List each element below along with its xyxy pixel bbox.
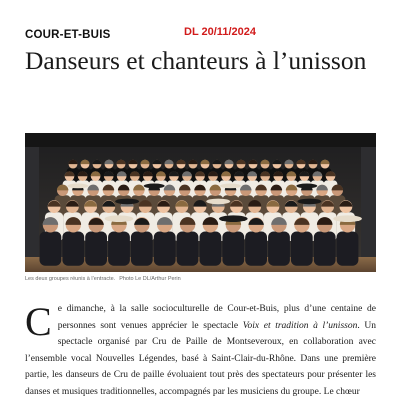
- person-hat: [296, 184, 317, 189]
- person-body: [154, 232, 176, 266]
- person-body: [245, 232, 267, 266]
- person-body: [268, 232, 290, 266]
- person-hat: [144, 184, 165, 189]
- person-body: [131, 232, 153, 266]
- show-title: Voix et tradition à l’unisson: [242, 320, 358, 331]
- caption-text: Les deux groupes réunis à l’entracte.: [25, 276, 116, 282]
- person-hat: [115, 199, 139, 205]
- person-body: [85, 232, 107, 266]
- date-stamp: DL 20/11/2024: [184, 26, 256, 38]
- person-body: [62, 232, 84, 266]
- person-hat: [67, 184, 88, 189]
- article-headline: Danseurs et chanteurs à l’unisson: [25, 46, 367, 75]
- body-part-2: . Un spectacle organisé par Cru de Paille de Montseveroux, en collaboration avec l’ensemble vocal Nouvelles Légendes, basé à Saint-Clair-du-Rhône. Dans une première partie, les danseurs de Cru de paille évoluaient tout près des spectateurs pour présenter les danses et musiques traditionnelles, accompagnés par les musiciens du groupe. Le chœur: [25, 320, 376, 397]
- section-label: COUR-ET-BUIS: [25, 29, 111, 41]
- person-body: [200, 232, 222, 266]
- person-hat: [206, 199, 230, 205]
- drop-cap: C: [25, 299, 52, 344]
- person-body: [314, 232, 336, 266]
- person-body: [337, 232, 359, 266]
- person-hat: [219, 215, 248, 222]
- person-body: [222, 232, 244, 266]
- group-photo-illustration: [25, 133, 376, 272]
- person-body: [40, 232, 62, 266]
- photo-caption: [25, 276, 181, 282]
- person-hat: [333, 215, 362, 222]
- person-hat: [105, 215, 134, 222]
- person-body: [291, 232, 313, 266]
- body-part-1: e dimanche, à la salle socioculturelle de Cour-et-Buis, plus d’une centaine de personnes sont venues apprécier le spectacle: [57, 304, 376, 331]
- person-hat: [220, 184, 241, 189]
- person-body: [177, 232, 199, 266]
- person-hat: [297, 199, 321, 205]
- article-body: [25, 301, 376, 400]
- article-photo: [25, 133, 376, 272]
- photo-credit: Photo Le DL/Arthur Perin: [119, 276, 181, 282]
- person-body: [108, 232, 130, 266]
